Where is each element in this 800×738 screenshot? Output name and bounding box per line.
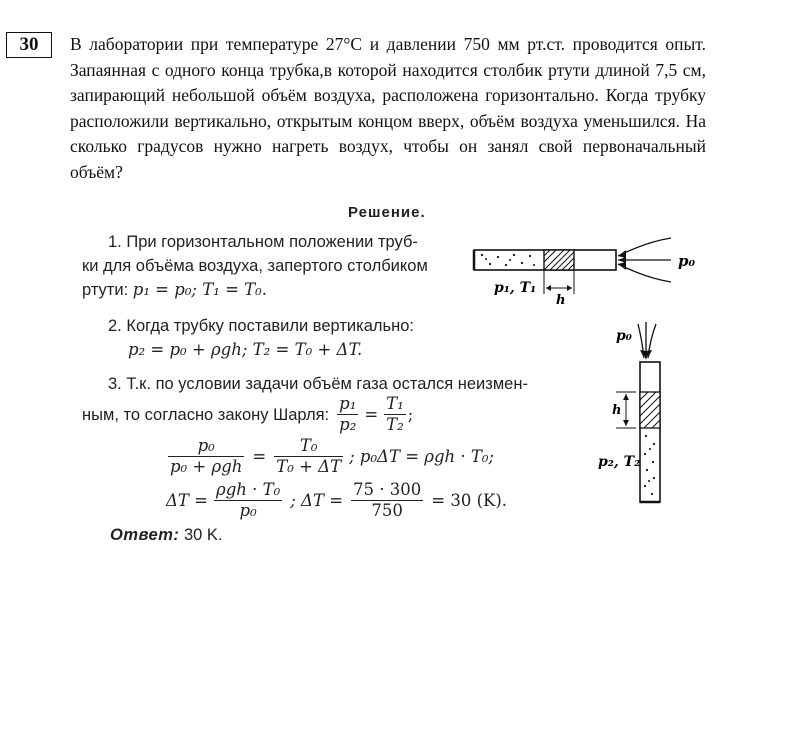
charles-fraction-t: $\frac{\text{T₁}}{\text{T₂}}$ [386, 394, 404, 434]
step1-line2: ки для объёма воздуха, запертого столбиком [82, 257, 428, 275]
answer [110, 526, 223, 545]
vertical-state-label: p₂, T₂ [598, 454, 641, 470]
eq2-equals: = [252, 446, 267, 466]
answer-label: Ответ: [110, 526, 180, 544]
step1-formula: p₁ = p₀; T₁ = T₀. [132, 280, 268, 299]
eq3-fraction-symbolic: $\frac{\text{ρgh · T₀}}{\text{p₀}}$ [216, 480, 281, 520]
step3-equation2 [166, 436, 494, 477]
eq3-fraction-numeric: $\frac{75 \cdot 300}{750}$ [353, 480, 422, 520]
step1-line1: 1. При горизонтальном положении труб- [108, 233, 418, 251]
charles-fraction-p: $\frac{\text{p₁}}{\text{p₂}}$ [339, 394, 357, 434]
horizontal-mercury-column [544, 250, 574, 270]
step3-equation3 [166, 480, 507, 521]
horizontal-p0-label: p₀ [678, 252, 696, 270]
eq2-fraction-left: $\frac{\text{p₀}}{\text{p₀ + ρgh}}$ [170, 436, 243, 476]
vertical-air-dots [644, 435, 655, 495]
vertical-p0-label: p₀ [616, 328, 632, 344]
problem-number: 30 [6, 32, 52, 58]
solution-heading: Решение. [348, 204, 426, 221]
vertical-mercury-column [640, 392, 660, 428]
step3-line1: 3. Т.к. по условии задачи объём газа остался неизмен- [108, 375, 528, 393]
step2-formula: p₂ = p₀ + ρgh; T₂ = T₀ + ΔT. [128, 340, 363, 359]
horizontal-state-label: p₁, T₁ [494, 280, 537, 296]
semicolon: ; [407, 404, 414, 424]
horizontal-air-dots [481, 254, 535, 266]
horizontal-tube-figure [466, 228, 706, 310]
vertical-tube-figure [596, 318, 706, 508]
step3-line2-text: ным, то согласно закону Шарля: [82, 405, 330, 424]
problem-text: В лаборатории при температуре 27°C и давлении 750 мм рт.ст. проводится опыт. Запаянная с одного конца трубка,в которой находится столбик ртути длиной 7,5 см, запирающий небольшой объём воздуха, расположена горизонтально. Когда трубку расположили вертикально, открытым концом вверх, объём воздуха уменьшился. На сколько градусов нужно нагреть воздух, чтобы он занял свой первоначальный объём? [70, 34, 706, 182]
eq2-tail: ; p₀ΔT = ρgh · T₀; [349, 446, 495, 466]
eq3-mid: ; ΔT = [290, 490, 344, 510]
eq2-fraction-right: $\frac{\text{T₀}}{\text{T₀ + ΔT}}$ [276, 436, 342, 476]
step3-line2 [82, 394, 413, 435]
step1-line3-text: ртути: [82, 281, 129, 299]
equals-sign: = [364, 404, 379, 424]
vertical-h-label: h [612, 403, 622, 418]
eq3-result: = 30 (K). [431, 490, 508, 510]
step2-line1: 2. Когда трубку поставили вертикально: [108, 317, 414, 335]
horizontal-h-label: h [556, 293, 566, 308]
step1-line3 [82, 278, 267, 302]
answer-value: 30 K. [184, 526, 223, 544]
eq3-lhs: ΔT = [166, 490, 208, 510]
